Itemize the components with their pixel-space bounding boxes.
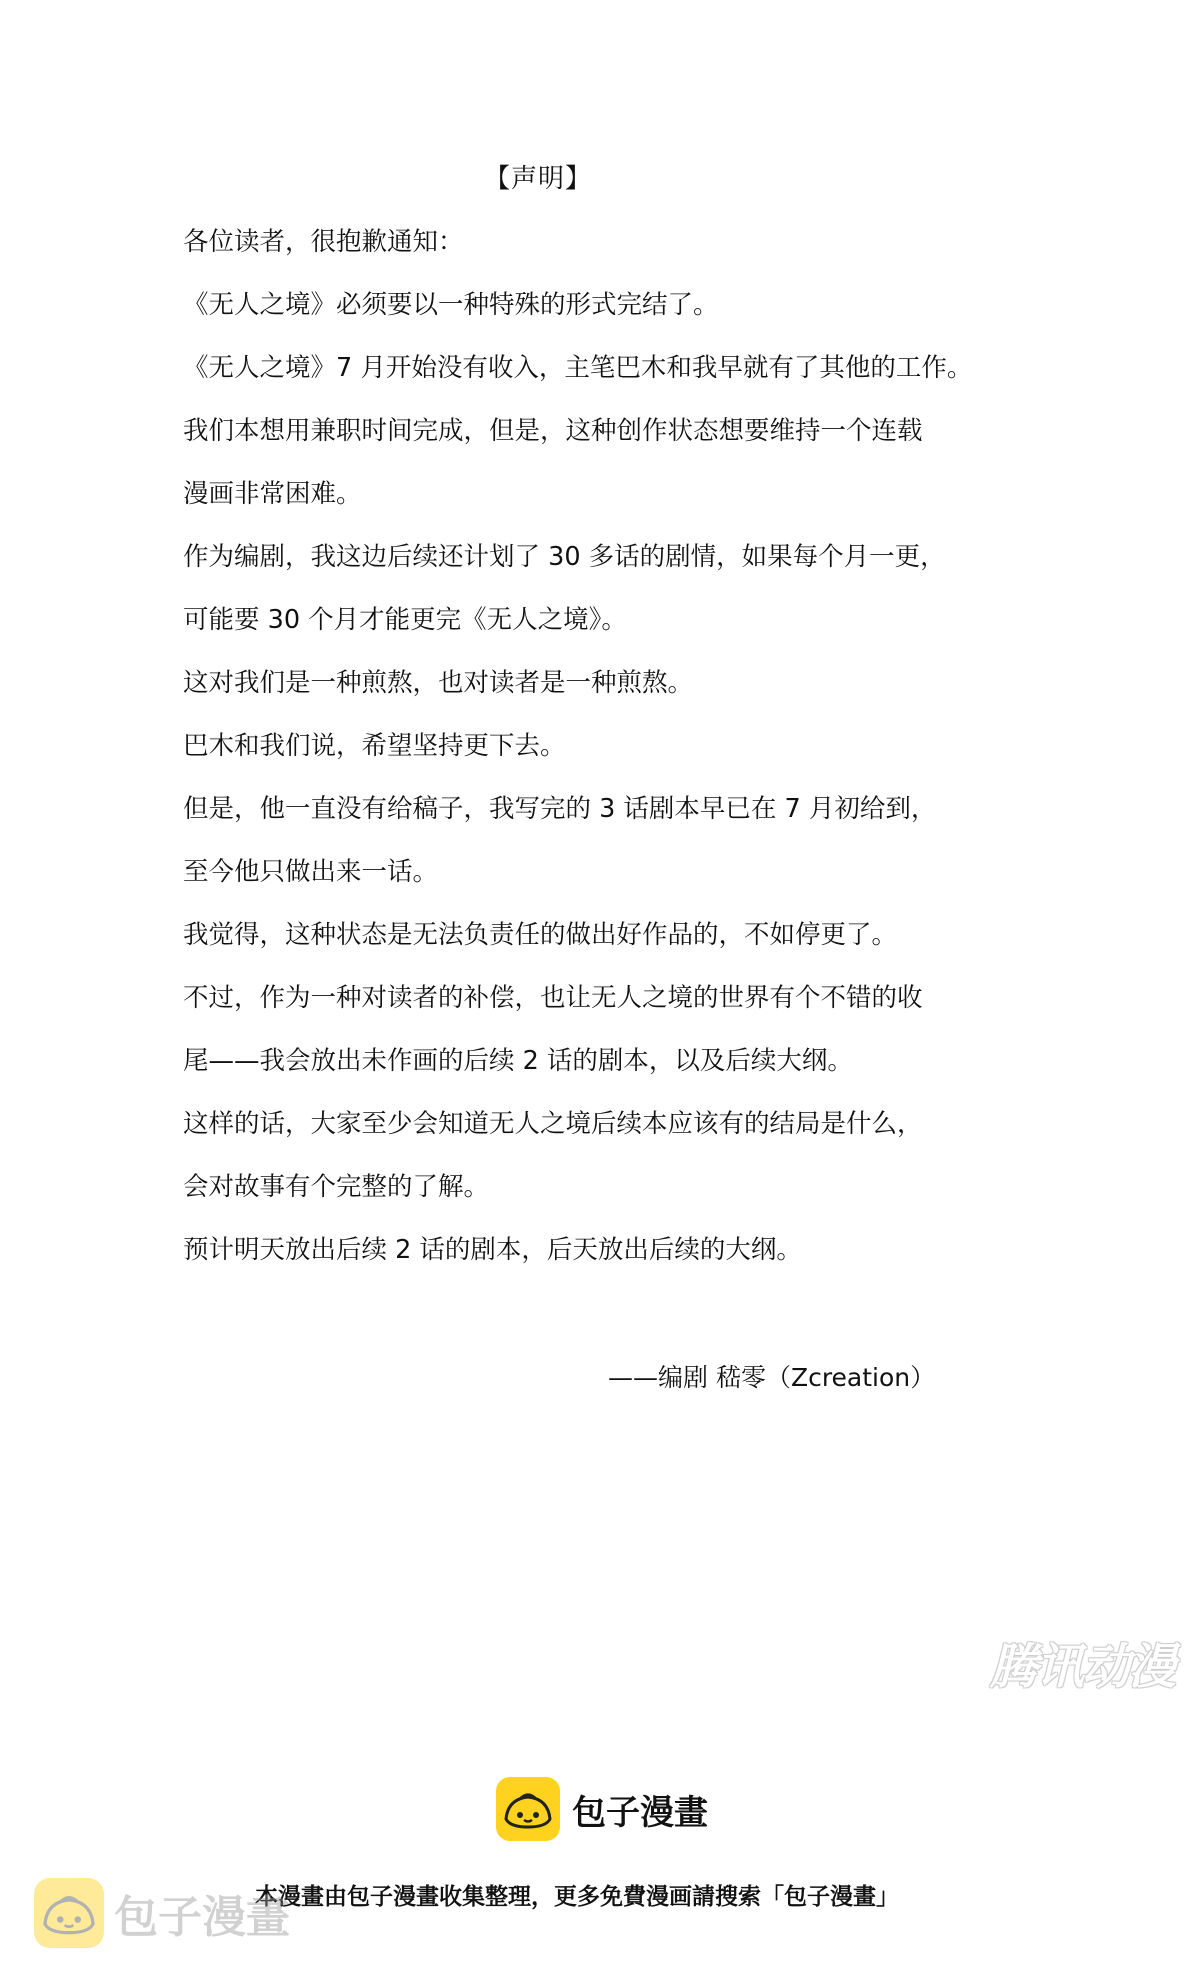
body-line: 可能要 30 个月才能更完《无人之境》。 <box>183 605 627 635</box>
body-line: 巴木和我们说，希望坚持更下去。 <box>183 731 566 761</box>
body-line: 我们本想用兼职时间完成，但是，这种创作状态想要维持一个连载 <box>183 416 923 446</box>
body-line: 尾——我会放出未作画的后续 2 话的剧本，以及后续大纲。 <box>183 1046 853 1076</box>
body-line: 作为编剧，我这边后续还计划了 30 多话的剧情，如果每个月一更， <box>183 542 946 572</box>
body-line: 漫画非常困难。 <box>183 479 362 509</box>
baozi-brand <box>496 1777 708 1841</box>
body-line: 至今他只做出来一话。 <box>183 857 439 887</box>
body-line: 这对我们是一种煎熬，也对读者是一种煎熬。 <box>183 668 694 698</box>
bun-logo-icon <box>496 1777 560 1841</box>
footer-note: 本漫畫由包子漫畫收集整理，更多免費漫画請搜索「包子漫畫」 <box>255 1884 899 1910</box>
body-line: 会对故事有个完整的了解。 <box>183 1172 490 1202</box>
brand-name: 包子漫畫 <box>572 1792 708 1833</box>
body-line: 不过，作为一种对读者的补偿，也让无人之境的世界有个不错的收 <box>183 983 923 1013</box>
body-line: 但是，他一直没有给稿子，我写完的 3 话剧本早已在 7 月初给到， <box>183 794 937 824</box>
body-line: 各位读者，很抱歉通知： <box>183 227 464 257</box>
body-line: 《无人之境》7 月开始没有收入，主笔巴木和我早就有了其他的工作。 <box>183 353 973 383</box>
signature: ——编剧 嵇零（Zcreation） <box>608 1363 936 1392</box>
body-line: 预计明天放出后续 2 话的剧本，后天放出后续的大纲。 <box>183 1235 802 1265</box>
tencent-watermark: 腾讯动漫 <box>990 1639 1175 1695</box>
body-line: 《无人之境》必须要以一种特殊的形式完结了。 <box>183 290 719 320</box>
bun-logo-icon <box>34 1878 104 1948</box>
corner-brand-name: 包子漫畫 <box>114 1892 290 1943</box>
statement-body <box>183 222 1043 1293</box>
corner-brand-watermark <box>34 1878 290 1948</box>
body-line: 我觉得，这种状态是无法负责任的做出好作品的，不如停更了。 <box>183 920 898 950</box>
body-line: 这样的话，大家至少会知道无人之境后续本应该有的结局是什么， <box>183 1109 923 1139</box>
page-title: 【声明】 <box>484 164 593 194</box>
